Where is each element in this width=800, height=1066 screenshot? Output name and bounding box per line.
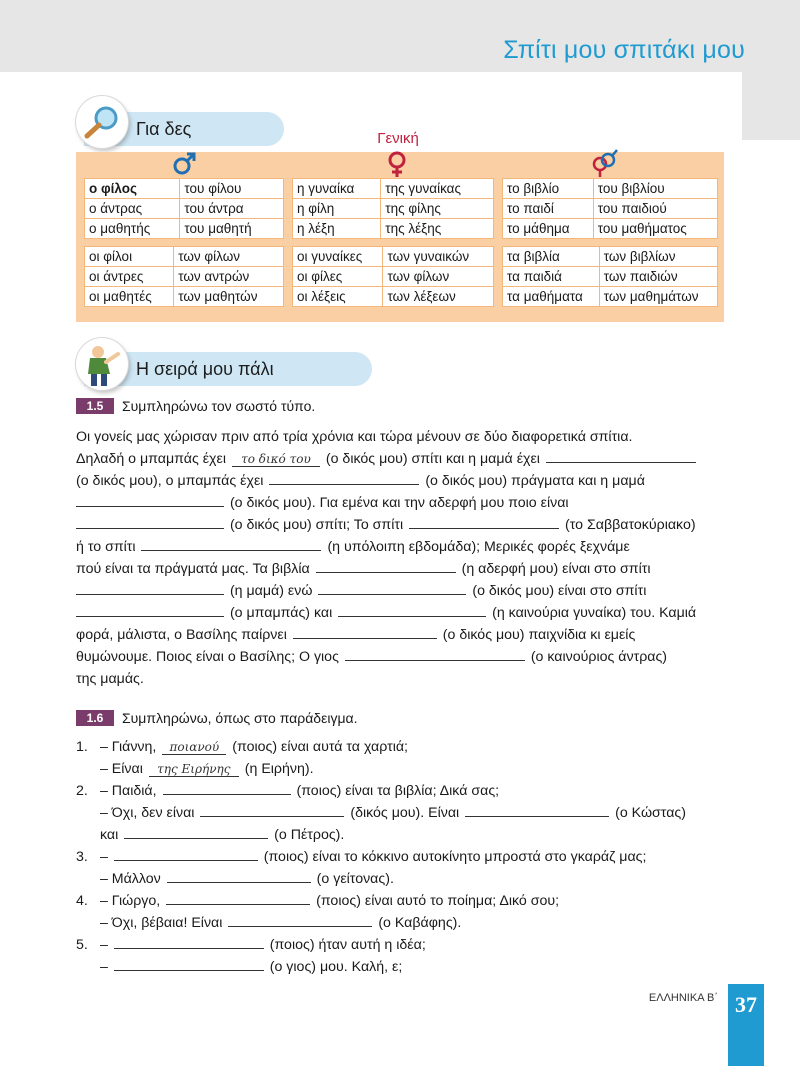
- exercise-line: [76, 602, 736, 624]
- item-number: 1.: [76, 739, 88, 755]
- table-row: [85, 247, 284, 267]
- text: (η αδερφή μου) είναι στο σπίτι: [461, 561, 651, 577]
- exercise-1-6-text: [76, 736, 736, 978]
- table-cell: [599, 247, 717, 267]
- answer-blank[interactable]: [76, 514, 224, 529]
- text: (ποιος) ήταν αυτή η ιδέα;: [269, 937, 426, 953]
- text: – Είναι: [99, 761, 143, 777]
- table-cell: [381, 219, 494, 239]
- table-cell: [503, 287, 600, 307]
- example-answer: το δικό του: [232, 452, 320, 467]
- answer-blank[interactable]: [166, 890, 310, 905]
- text: θυμώνουμε. Ποιος είναι ο Βασίλης; Ο γιος: [76, 649, 339, 665]
- exercise-line: [76, 470, 736, 492]
- table-cell: [381, 179, 494, 199]
- table-cell: [503, 247, 600, 267]
- exercise-line: [76, 912, 736, 934]
- neuter-singular-table: [502, 178, 718, 239]
- exercise-line: [76, 668, 736, 690]
- nominative: ο άντρας: [89, 201, 143, 216]
- text: (δικός μου). Είναι: [350, 805, 460, 821]
- exercise-line: [76, 868, 736, 890]
- table-row: [293, 199, 494, 219]
- answer-blank[interactable]: [465, 802, 609, 817]
- magnifier-icon: [76, 96, 128, 148]
- text: (ο γείτονας).: [316, 871, 394, 887]
- text: (ποιος) είναι αυτό το ποίημα; Δικό σου;: [316, 893, 560, 909]
- text: Δηλαδή ο μπαμπάς έχει: [76, 451, 226, 467]
- genitive: του παιδιού: [597, 201, 667, 216]
- answer-blank[interactable]: [124, 824, 268, 839]
- exercise-line: [76, 824, 736, 846]
- exercise-line: [76, 448, 736, 470]
- section-title-my-turn-text: Η σειρά μου πάλι: [136, 359, 274, 379]
- nominative: τα μαθήματα: [507, 289, 583, 304]
- nominative: η γυναίκα: [297, 181, 355, 196]
- exercise-line: [76, 536, 736, 558]
- text: (η υπόλοιπη εβδομάδα); Μερικές φορές ξεχνάμε: [327, 539, 630, 555]
- table-row: [293, 287, 494, 307]
- table-row: [503, 287, 718, 307]
- text: –: [99, 849, 108, 865]
- item-number: 4.: [76, 893, 88, 909]
- text: – Όχι, δεν είναι: [99, 805, 195, 821]
- text: (ο μπαμπάς) και: [229, 605, 333, 621]
- answer-blank[interactable]: [76, 580, 224, 595]
- nominative: ο φίλος: [89, 181, 138, 196]
- text: πού είναι τα πράγματά μας. Τα βιβλία: [76, 561, 310, 577]
- chapter-title: Σπίτι μου σπιτάκι μου: [503, 36, 745, 64]
- answer-blank[interactable]: [114, 846, 258, 861]
- text: (το Σαββατοκύριακο): [565, 517, 696, 533]
- male-symbol-icon: [172, 150, 198, 181]
- table-cell: [85, 267, 174, 287]
- table-cell: [85, 247, 174, 267]
- exercise-line: [76, 426, 736, 448]
- text: (ο Πέτρος).: [274, 827, 345, 843]
- nominative: ο μαθητής: [89, 221, 151, 236]
- text: ή το σπίτι: [76, 539, 136, 555]
- text: (ο δικός μου) παιχνίδια κι εμείς: [442, 627, 636, 643]
- text: –: [99, 937, 108, 953]
- example-answer: της Ειρήνης: [149, 762, 239, 777]
- table-cell: [503, 199, 594, 219]
- text: – Παιδιά,: [99, 783, 157, 799]
- genitive-label: Γενική: [377, 130, 419, 147]
- side-band: [742, 72, 800, 140]
- table-cell: [293, 199, 381, 219]
- table-cell: [383, 247, 494, 267]
- text: (ο δικός μου). Για εμένα και την αδερφή μου ποιο είναι: [229, 495, 569, 511]
- exercise-1-6-number: 1.6: [76, 710, 114, 726]
- table-cell: [599, 267, 717, 287]
- nominative: οι φίλες: [297, 269, 343, 284]
- genitive: του φίλου: [184, 181, 242, 196]
- table-cell: [180, 179, 284, 199]
- table-row: [293, 179, 494, 199]
- genitive: των φίλων: [178, 249, 241, 264]
- text: – Μάλλον: [99, 871, 161, 887]
- table-cell: [293, 267, 383, 287]
- answer-blank[interactable]: [163, 780, 291, 795]
- exercise-1-6-instruction: Συμπληρώνω, όπως στο παράδειγμα.: [122, 710, 358, 726]
- genitive: των παιδιών: [603, 269, 678, 284]
- table-cell: [174, 267, 284, 287]
- table-row: [293, 247, 494, 267]
- exercise-line: [76, 492, 736, 514]
- text: (ο δικός μου), ο μπαμπάς έχει: [76, 473, 264, 489]
- table-cell: [85, 199, 180, 219]
- table-cell: [383, 287, 494, 307]
- table-cell: [293, 219, 381, 239]
- exercise-line: [76, 846, 736, 868]
- text: και: [99, 827, 119, 843]
- genitive: των μαθητών: [178, 289, 258, 304]
- table-row: [85, 199, 284, 219]
- nominative: το παιδί: [507, 201, 554, 216]
- answer-blank[interactable]: [114, 956, 264, 971]
- genitive: του μαθήματος: [597, 221, 687, 236]
- text: (ποιος) είναι αυτά τα χαρτιά;: [232, 739, 408, 755]
- table-row: [293, 267, 494, 287]
- text: (ο Καβάφης).: [378, 915, 462, 931]
- exercise-line: [76, 780, 736, 802]
- text: – Όχι, βέβαια! Είναι: [99, 915, 223, 931]
- table-row: [85, 287, 284, 307]
- table-row: [85, 179, 284, 199]
- table-cell: [593, 199, 717, 219]
- exercise-line: [76, 736, 736, 758]
- genitive: της λέξης: [385, 221, 442, 236]
- exercise-line: [76, 890, 736, 912]
- genitive: του άντρα: [184, 201, 244, 216]
- nominative: τα βιβλία: [507, 249, 560, 264]
- exercise-line: [76, 646, 736, 668]
- table-cell: [381, 199, 494, 219]
- exercise-line: [76, 934, 736, 956]
- nominative: η φίλη: [297, 201, 335, 216]
- feminine-singular-table: [292, 178, 494, 239]
- exercise-line: [76, 514, 736, 536]
- table-cell: [174, 287, 284, 307]
- example-answer: ποιανού: [162, 740, 226, 755]
- text: – Γιάννη,: [99, 739, 157, 755]
- text: –: [99, 959, 108, 975]
- text: (ποιος) είναι το κόκκινο αυτοκίνητο μπροστά στο γκαράζ μας;: [263, 849, 647, 865]
- table-cell: [180, 219, 284, 239]
- table-cell: [503, 267, 600, 287]
- nominative: οι άντρες: [89, 269, 144, 284]
- text: (ο καινούριος άντρας): [530, 649, 668, 665]
- kid-illustration-icon: [76, 338, 128, 390]
- table-cell: [293, 247, 383, 267]
- nominative: οι λέξεις: [297, 289, 346, 304]
- table-cell: [503, 219, 594, 239]
- answer-blank[interactable]: [114, 934, 264, 949]
- section-title-look-text: Για δες: [136, 119, 192, 139]
- masculine-singular-table: [84, 178, 284, 239]
- masculine-plural-table: [84, 246, 284, 307]
- table-cell: [293, 287, 383, 307]
- answer-blank[interactable]: [200, 802, 344, 817]
- table-cell: [180, 199, 284, 219]
- text: φορά, μάλιστα, ο Βασίλης παίρνει: [76, 627, 287, 643]
- table-cell: [174, 247, 284, 267]
- text: (η καινούρια γυναίκα) του. Καμιά: [492, 605, 697, 621]
- table-row: [503, 247, 718, 267]
- table-cell: [85, 179, 180, 199]
- answer-blank[interactable]: [316, 558, 456, 573]
- text: της μαμάς.: [76, 671, 144, 687]
- genitive: των φίλων: [387, 269, 450, 284]
- text: (η Ειρήνη).: [244, 761, 314, 777]
- genitive: των λέξεων: [387, 289, 456, 304]
- answer-blank[interactable]: [167, 868, 311, 883]
- answer-blank[interactable]: [76, 492, 224, 507]
- genitive: της φίλης: [385, 201, 441, 216]
- genitive: της γυναίκας: [385, 181, 461, 196]
- answer-blank[interactable]: [228, 912, 372, 927]
- table-cell: [383, 267, 494, 287]
- exercise-line: [76, 580, 736, 602]
- genitive: των αντρών: [178, 269, 250, 284]
- nominative: η λέξη: [297, 221, 335, 236]
- nominative: το μάθημα: [507, 221, 570, 236]
- table-cell: [293, 179, 381, 199]
- answer-blank[interactable]: [318, 580, 466, 595]
- answer-blank[interactable]: [76, 602, 224, 617]
- answer-blank[interactable]: [409, 514, 559, 529]
- table-cell: [85, 287, 174, 307]
- exercise-1-5-number: 1.5: [76, 398, 114, 414]
- text: (ο Κώστας): [615, 805, 686, 821]
- table-cell: [599, 287, 717, 307]
- table-row: [503, 179, 718, 199]
- table-row: [503, 199, 718, 219]
- table-row: [503, 267, 718, 287]
- nominative: οι γυναίκες: [297, 249, 363, 264]
- table-cell: [503, 179, 594, 199]
- table-cell: [593, 219, 717, 239]
- nominative: οι μαθητές: [89, 289, 152, 304]
- genitive: του βιβλίου: [597, 181, 665, 196]
- text: – Γιώργο,: [99, 893, 161, 909]
- nominative: τα παιδιά: [507, 269, 562, 284]
- text: (ο δικός μου) είναι στο σπίτι: [472, 583, 647, 599]
- genitive: των γυναικών: [387, 249, 470, 264]
- exercise-line: [76, 802, 736, 824]
- exercise-line: [76, 758, 736, 780]
- genitive: του μαθητή: [184, 221, 252, 236]
- table-cell: [85, 219, 180, 239]
- genitive: των βιβλίων: [603, 249, 676, 264]
- text: (ο δικός μου) πράγματα και η μαμά: [425, 473, 645, 489]
- answer-blank[interactable]: [345, 646, 525, 661]
- text: (ο γιος) μου. Καλή, ε;: [269, 959, 403, 975]
- item-number: 2.: [76, 783, 88, 799]
- table-row: [85, 267, 284, 287]
- text: (ο δικός μου) σπίτι; Το σπίτι: [229, 517, 404, 533]
- table-row: [85, 219, 284, 239]
- feminine-plural-table: [292, 246, 494, 307]
- genitive: των μαθημάτων: [603, 289, 699, 304]
- exercise-line: [76, 624, 736, 646]
- answer-blank[interactable]: [293, 624, 437, 639]
- exercise-line: [76, 558, 736, 580]
- answer-blank[interactable]: [338, 602, 486, 617]
- item-number: 5.: [76, 937, 88, 953]
- item-number: 3.: [76, 849, 88, 865]
- neuter-plural-table: [502, 246, 718, 307]
- answer-blank[interactable]: [546, 448, 696, 463]
- table-row: [293, 219, 494, 239]
- exercise-line: [76, 956, 736, 978]
- nominative: οι φίλοι: [89, 249, 133, 264]
- nominative: το βιβλίο: [507, 181, 560, 196]
- answer-blank[interactable]: [141, 536, 321, 551]
- text: (ποιος) είναι τα βιβλία; Δικά σας;: [296, 783, 500, 799]
- text: (ο δικός μου) σπίτι και η μαμά έχει: [325, 451, 540, 467]
- exercise-1-5-text: [76, 426, 736, 690]
- text: Οι γονείς μας χώρισαν πριν από τρία χρόνια και τώρα μένουν σε δύο διαφορετικά σπίτια.: [76, 429, 633, 445]
- answer-blank[interactable]: [269, 470, 419, 485]
- page-number: 37: [735, 992, 757, 1017]
- table-cell: [593, 179, 717, 199]
- text: (η μαμά) ενώ: [229, 583, 313, 599]
- table-row: [503, 219, 718, 239]
- exercise-1-5-instruction: Συμπληρώνω τον σωστό τύπο.: [122, 398, 316, 414]
- book-label: ΕΛΛΗΝΙΚΑ Β΄: [648, 992, 718, 1004]
